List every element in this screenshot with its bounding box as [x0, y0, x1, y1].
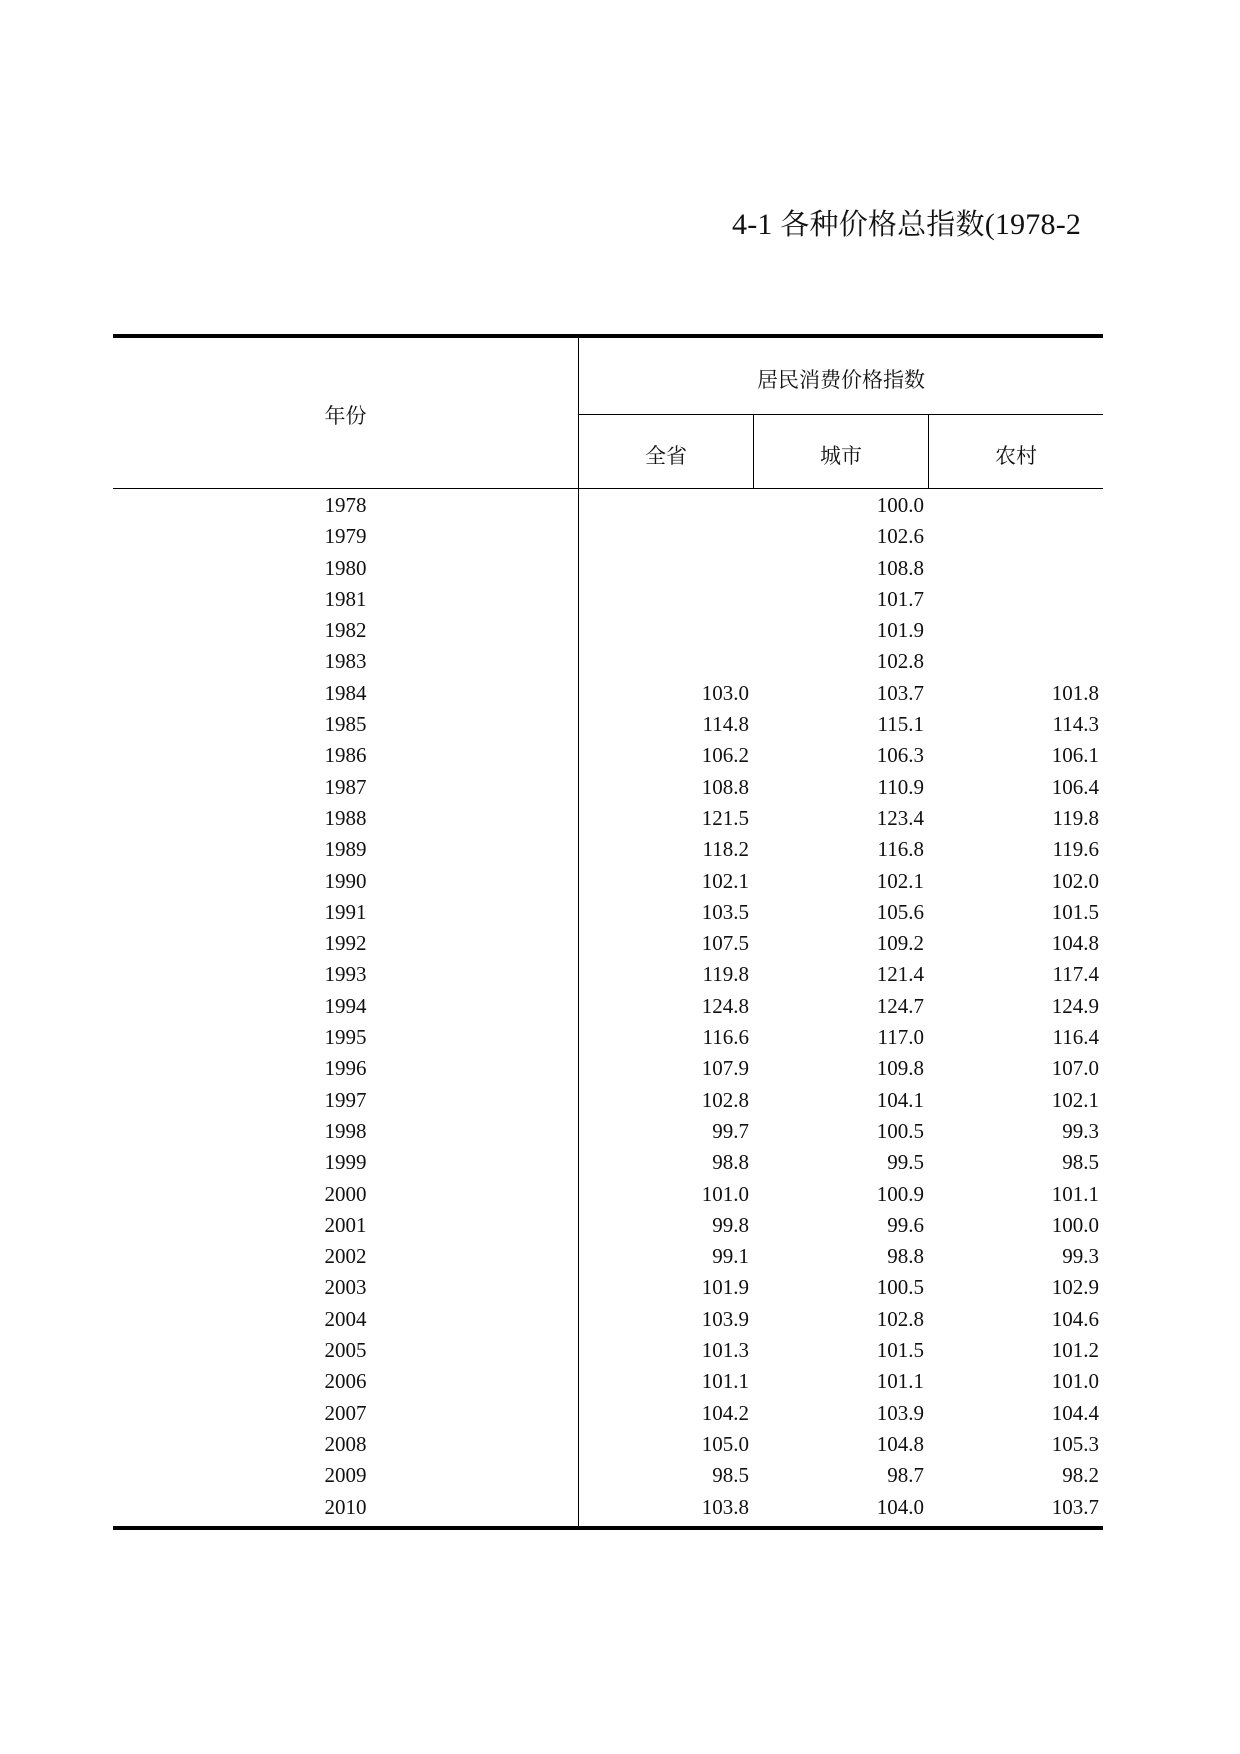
cell-rural: 124.9 — [1051, 993, 1099, 1018]
cell-rural: 102.9 — [1051, 1275, 1099, 1300]
cell-year: 1997 — [324, 1087, 367, 1112]
cell-rural: 101.5 — [1051, 899, 1099, 924]
page-title — [732, 202, 1081, 243]
cell-rural: 101.1 — [1051, 1181, 1099, 1206]
cell-city: 100.0 — [876, 493, 924, 517]
cell-province: 103.5 — [701, 899, 749, 924]
cell-city: 102.1 — [876, 868, 924, 893]
table-row — [0, 1365, 1240, 1396]
header-sub-rule — [579, 414, 1103, 415]
cell-city: 104.1 — [876, 1087, 924, 1112]
cell-province: 105.0 — [701, 1431, 749, 1456]
cell-rural: 117.4 — [1052, 962, 1099, 987]
cell-city: 100.9 — [876, 1181, 924, 1206]
table-row — [0, 552, 1240, 583]
cell-rural: 99.3 — [1062, 1118, 1099, 1143]
cell-year: 1980 — [324, 555, 367, 580]
cell-city: 105.6 — [876, 899, 924, 924]
cell-province: 107.9 — [701, 1056, 749, 1081]
cell-city: 124.7 — [876, 993, 924, 1018]
cell-city: 116.8 — [877, 837, 924, 862]
cell-rural: 119.8 — [1052, 805, 1099, 830]
cell-rural: 101.2 — [1051, 1338, 1099, 1363]
cell-city: 115.1 — [877, 712, 924, 737]
cell-year: 1984 — [324, 680, 367, 705]
table-bottom-rule — [113, 1526, 1103, 1530]
cell-province: 101.9 — [701, 1275, 749, 1300]
cell-province: 104.2 — [701, 1400, 749, 1425]
table-row — [0, 1397, 1240, 1428]
cell-province: 108.8 — [701, 774, 749, 799]
cell-year: 1988 — [324, 805, 367, 830]
table-row — [0, 1459, 1240, 1490]
cell-city: 103.7 — [876, 680, 924, 705]
cell-city: 110.9 — [877, 774, 924, 799]
cell-rural: 116.4 — [1052, 1025, 1099, 1050]
cell-year: 1985 — [324, 712, 367, 737]
cell-rural: 99.3 — [1062, 1244, 1099, 1269]
table-row — [0, 1178, 1240, 1209]
table-row — [0, 489, 1240, 520]
cell-province: 102.8 — [701, 1087, 749, 1112]
header-city: 城市 — [820, 444, 862, 468]
cell-province: 118.2 — [702, 837, 749, 862]
cell-province: 107.5 — [701, 931, 749, 956]
cell-province: 99.1 — [712, 1244, 749, 1269]
table-row — [0, 1428, 1240, 1459]
cell-rural: 101.8 — [1051, 680, 1099, 705]
cell-rural: 100.0 — [1051, 1212, 1099, 1237]
cell-city: 106.3 — [876, 743, 924, 768]
cell-province: 106.2 — [701, 743, 749, 768]
cell-year: 1983 — [324, 649, 367, 674]
header-cpi-group: 居民消费价格指数 — [757, 368, 925, 392]
cell-province: 124.8 — [701, 993, 749, 1018]
cell-city: 98.8 — [887, 1244, 924, 1269]
table-row — [0, 802, 1240, 833]
cell-city: 99.6 — [887, 1212, 924, 1237]
table-row — [0, 771, 1240, 802]
cell-city: 123.4 — [876, 805, 924, 830]
cell-province: 114.8 — [702, 712, 749, 737]
table-row — [0, 708, 1240, 739]
title-number: 4-1 — [732, 208, 773, 241]
title-range: (1978-2 — [984, 208, 1082, 241]
table-row — [0, 677, 1240, 708]
cell-year: 1998 — [324, 1118, 367, 1143]
cell-city: 103.9 — [876, 1400, 924, 1425]
cell-city: 102.8 — [876, 1306, 924, 1331]
table-row — [0, 1271, 1240, 1302]
table-row — [0, 1209, 1240, 1240]
header-year: 年份 — [324, 404, 367, 428]
cell-rural: 98.2 — [1062, 1463, 1099, 1488]
cell-rural: 105.3 — [1051, 1431, 1099, 1456]
table-row — [0, 958, 1240, 989]
cell-year: 2010 — [324, 1494, 367, 1519]
cell-rural: 106.1 — [1051, 743, 1099, 768]
table-row — [0, 1240, 1240, 1271]
cell-city: 109.8 — [876, 1056, 924, 1081]
table-row — [0, 739, 1240, 770]
cell-year: 1979 — [324, 524, 367, 549]
cell-city: 121.4 — [876, 962, 924, 987]
table-row — [0, 614, 1240, 645]
cell-rural: 102.1 — [1051, 1087, 1099, 1112]
cell-province: 119.8 — [702, 962, 749, 987]
cell-city: 109.2 — [876, 931, 924, 956]
cell-rural: 104.4 — [1051, 1400, 1099, 1425]
cell-rural: 107.0 — [1051, 1056, 1099, 1081]
cell-province: 99.7 — [712, 1118, 749, 1143]
cell-rural: 104.8 — [1051, 931, 1099, 956]
cell-province: 101.1 — [701, 1369, 749, 1394]
cell-year: 1978 — [324, 493, 367, 517]
cell-rural: 101.0 — [1051, 1369, 1099, 1394]
cell-year: 2001 — [324, 1212, 367, 1237]
cell-year: 2000 — [324, 1181, 367, 1206]
cell-province: 103.0 — [701, 680, 749, 705]
cell-rural: 114.3 — [1052, 712, 1099, 737]
cell-province: 98.8 — [712, 1150, 749, 1175]
table-row — [0, 1115, 1240, 1146]
cell-city: 101.9 — [876, 618, 924, 643]
table-row — [0, 1052, 1240, 1083]
cell-year: 2007 — [324, 1400, 367, 1425]
header-province: 全省 — [645, 444, 687, 468]
cell-province: 101.3 — [701, 1338, 749, 1363]
cell-city: 101.5 — [876, 1338, 924, 1363]
table-row — [0, 583, 1240, 614]
cell-province: 121.5 — [701, 805, 749, 830]
cell-year: 1990 — [324, 868, 367, 893]
cell-year: 1992 — [324, 931, 367, 956]
cell-province: 102.1 — [701, 868, 749, 893]
table-top-rule — [113, 334, 1103, 338]
table-row — [0, 520, 1240, 551]
cell-year: 2004 — [324, 1306, 367, 1331]
cell-city: 102.8 — [876, 649, 924, 674]
header-rural: 农村 — [995, 444, 1037, 468]
cell-year: 2006 — [324, 1369, 367, 1394]
table-row — [0, 1491, 1240, 1522]
cell-rural: 119.6 — [1052, 837, 1099, 862]
cell-city: 102.6 — [876, 524, 924, 549]
table-row — [0, 645, 1240, 676]
cell-province: 101.0 — [701, 1181, 749, 1206]
cell-year: 1994 — [324, 993, 367, 1018]
cell-rural: 102.0 — [1051, 868, 1099, 893]
cell-year: 1982 — [324, 618, 367, 643]
cell-city: 100.5 — [876, 1275, 924, 1300]
cell-rural: 98.5 — [1062, 1150, 1099, 1175]
cell-province: 98.5 — [712, 1463, 749, 1488]
cell-year: 1981 — [324, 586, 367, 611]
cell-year: 2003 — [324, 1275, 367, 1300]
cell-province: 99.8 — [712, 1212, 749, 1237]
cell-city: 117.0 — [877, 1025, 924, 1050]
table-row — [0, 990, 1240, 1021]
cell-city: 99.5 — [887, 1150, 924, 1175]
cell-year: 1993 — [324, 962, 367, 987]
table-row — [0, 1021, 1240, 1052]
table-row — [0, 927, 1240, 958]
table-row — [0, 1084, 1240, 1115]
cell-year: 1991 — [324, 899, 367, 924]
cell-city: 98.7 — [887, 1463, 924, 1488]
table-row — [0, 1334, 1240, 1365]
cell-year: 2002 — [324, 1244, 367, 1269]
cell-province: 103.9 — [701, 1306, 749, 1331]
table-row — [0, 833, 1240, 864]
cell-year: 2008 — [324, 1431, 367, 1456]
cell-province: 103.8 — [701, 1494, 749, 1519]
cell-year: 1995 — [324, 1025, 367, 1050]
cell-city: 108.8 — [876, 555, 924, 580]
table-row — [0, 1303, 1240, 1334]
cell-city: 104.8 — [876, 1431, 924, 1456]
table-row — [0, 896, 1240, 927]
table-row — [0, 1146, 1240, 1177]
cell-city: 101.7 — [876, 586, 924, 611]
cell-year: 1996 — [324, 1056, 367, 1081]
cell-year: 1987 — [324, 774, 367, 799]
cell-year: 1989 — [324, 837, 367, 862]
cell-rural: 103.7 — [1051, 1494, 1099, 1519]
table-body — [0, 489, 1240, 1522]
cell-year: 2009 — [324, 1463, 367, 1488]
cell-year: 1999 — [324, 1150, 367, 1175]
cell-rural: 106.4 — [1051, 774, 1099, 799]
cell-city: 100.5 — [876, 1118, 924, 1143]
cell-city: 101.1 — [876, 1369, 924, 1394]
title-text: 各种价格总指数 — [780, 207, 985, 241]
cell-year: 1986 — [324, 743, 367, 768]
cell-rural: 104.6 — [1051, 1306, 1099, 1331]
table-row — [0, 865, 1240, 896]
cell-year: 2005 — [324, 1338, 367, 1363]
cell-province: 116.6 — [702, 1025, 749, 1050]
cell-city: 104.0 — [876, 1494, 924, 1519]
